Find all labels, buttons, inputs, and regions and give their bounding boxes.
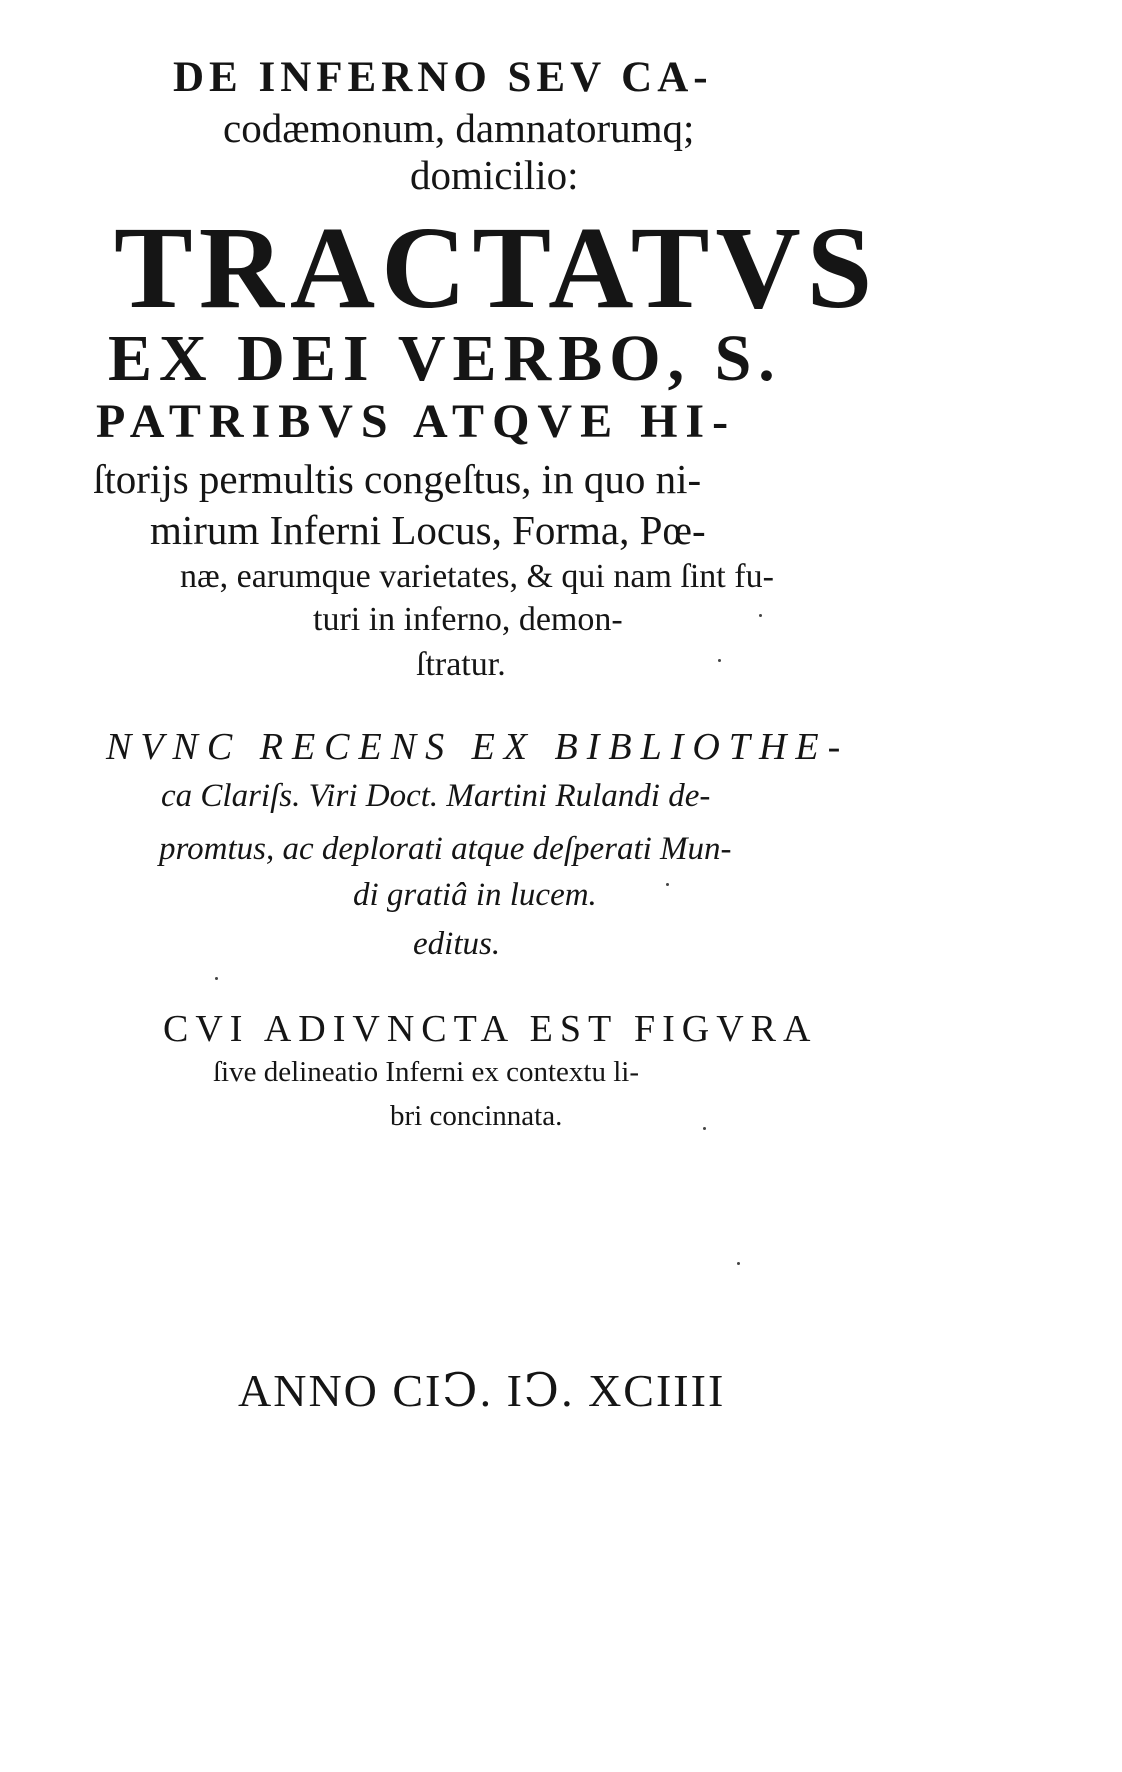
provenance-line-5: editus. xyxy=(413,926,501,962)
print-speck xyxy=(215,977,218,980)
description-line-1: ſtorijs permultis congeſtus, in quo ni- xyxy=(93,456,702,502)
figure-note-line-1: CVI ADIVNCTA EST FIGVRA xyxy=(163,1008,818,1050)
title-line-3: domicilio: xyxy=(410,152,579,198)
subtitle-line-2: PATRIBVS ATQVE HI- xyxy=(96,395,737,448)
description-line-2: mirum Inferni Locus, Forma, Pœ- xyxy=(150,507,706,553)
provenance-line-2: ca Clariſs. Viri Doct. Martini Rulandi de- xyxy=(161,778,711,814)
description-line-5: ſtratur. xyxy=(416,646,506,683)
subtitle-line-1: EX DEI VERBO, S. xyxy=(108,322,782,395)
title-line-1: DE INFERNO SEV CA- xyxy=(173,54,713,101)
imprint-year: ANNO CIↃ. IↃ. XCIIII xyxy=(238,1365,726,1416)
description-line-3: næ, earumque varietates, & qui nam ſint fu- xyxy=(180,558,774,595)
print-speck xyxy=(703,1127,706,1130)
provenance-line-4: di gratiâ in lucem. xyxy=(353,877,597,913)
print-speck xyxy=(759,614,762,617)
figure-note-line-3: bri concinnata. xyxy=(390,1100,563,1132)
print-speck xyxy=(737,1262,740,1265)
print-speck xyxy=(666,883,669,886)
print-speck xyxy=(718,659,721,662)
provenance-line-3: promtus, ac deplorati atque deſperati Mun- xyxy=(159,831,732,867)
figure-note-line-2: ſive delineatio Inferni ex contextu li- xyxy=(213,1056,639,1088)
provenance-line-1: NVNC RECENS EX BIBLIOTHE- xyxy=(106,726,850,768)
description-line-4: turi in inferno, demon- xyxy=(313,601,623,638)
main-title: TRACTATVS xyxy=(114,202,879,333)
title-line-2: codæmonum, damnatorumq; xyxy=(223,105,695,151)
